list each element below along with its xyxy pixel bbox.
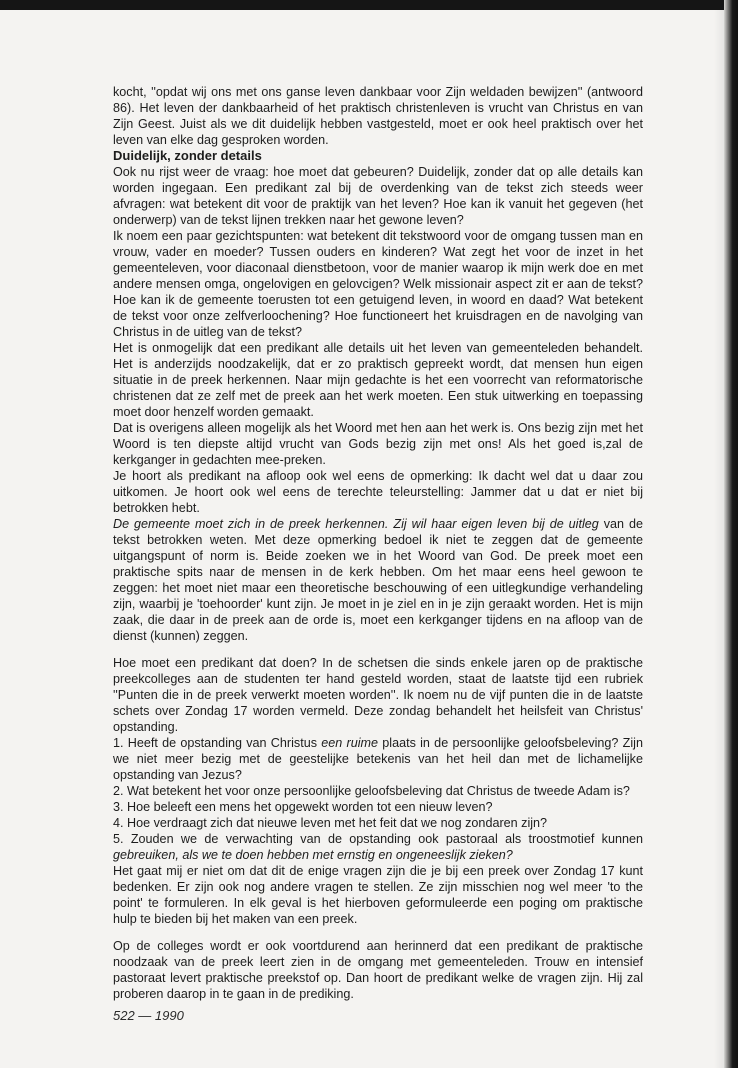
list-item-4: 4. Hoe verdraagt zich dat nieuwe leven met het feit dat we nog zondaren zijn?	[113, 816, 548, 830]
paragraph-opening: kocht, ''opdat wij ons met ons ganse leven dankbaar voor Zijn weldaden bewijzen'' (antwoord 86). Het leven der dankbaarheid of het praktisch christenleven is vrucht van Christus en van Zijn Geest. Juist als we dit duidelijk hebben vastgesteld, moet er ook heel praktisch over het leven van elke dag gesproken worden.	[113, 85, 643, 147]
list-item-5	[113, 831, 643, 863]
list-item-1-text-c: plaats in de persoonlijke geloofsbeleving? Zijn we niet meer bezig met de geestelijke betekenis van het heil dan met de lichamelijke opstanding van Jezus?	[113, 736, 643, 782]
paragraph-6	[113, 516, 643, 644]
list-item-1	[113, 735, 643, 783]
scan-right-edge	[724, 0, 738, 1068]
paragraph-5: Je hoort als predikant na afloop ook wel eens de opmerking: Ik dacht wel dat u daar zou uitkomen. Je hoort ook wel eens de terechte teleurstelling: Jammer dat u dat er niet bij betrokken hebt.	[113, 469, 643, 515]
paragraph-9: Op de colleges wordt er ook voortdurend aan herinnerd dat een predikant de praktische noodzaak van de preek leert zien in de omgang met gemeenteleden. Trouw en intensief pastoraat levert praktische preekstof op. Dan hoort de predikant welke de vragen zijn. Hij zal proberen daarop in te gaan in de prediking.	[113, 939, 643, 1001]
paragraph-7: Hoe moet een predikant dat doen? In de schetsen die sinds enkele jaren op de praktische preekcolleges aan de studenten ter hand gesteld worden, staat de laatste tijd een rubriek ''Punten die in de preek verwerkt moeten worden''. Ik noem nu de vijf punten die in de laatste schets over Zondag 17 worden vermeld. Deze zondag behandelt het heilsfeit van Christus' opstanding.	[113, 656, 643, 734]
paragraph-6-italic: De gemeente moet zich in de preek herkennen. Zij wil haar eigen leven bij de uitleg	[113, 517, 599, 531]
page-footer: 522 — 1990	[113, 1008, 184, 1023]
paragraph-8: Het gaat mij er niet om dat dit de enige vragen zijn die je bij een preek over Zondag 17 kunt bedenken. Er zijn ook nog andere vragen te stellen. Ze zijn misschien nog wel meer 'to the point' te formuleren. In elk geval is het hierboven geformuleerde een poging om praktische hulp te bieden bij het maken van een preek.	[113, 864, 643, 926]
paragraph-1: Ook nu rijst weer de vraag: hoe moet dat gebeuren? Duidelijk, zonder dat op alle details kan worden ingegaan. Een predikant zal bij de overdenking van de tekst zich steeds weer afvragen: wat betekent dit voor de praktijk van het leven? Hoe kan ik vanuit het gegeven (het onderwerp) van de tekst lijnen trekken naar het gewone leven?	[113, 165, 643, 227]
list-item-1-text-a: 1. Heeft de opstanding van Christus	[113, 736, 322, 750]
paragraph-2: Ik noem een paar gezichtspunten: wat betekent dit tekstwoord voor de omgang tussen man en vrouw, vader en moeder? Tussen ouders en kinderen? Wat zegt het voor de inzet in het gemeenteleven, voor diaconaal dienstbetoon, voor de manier waarop ik mijn werk doe en met andere mensen omga, ongelovigen en gelovcigen? Welk missionair aspect zit er aan de tekst? Hoe kan ik de gemeente toerusten tot een getuigend leven, in woord en daad? Wat betekent de tekst voor onze zelfverloochening? Hoe functioneert het kruisdragen en de navolging van Christus in de uitleg van de tekst?	[113, 229, 643, 339]
scan-top-edge	[0, 0, 738, 10]
list-item-1-italic: een ruime	[321, 736, 379, 750]
section-heading: Duidelijk, zonder details	[113, 148, 262, 163]
paragraph-3: Het is onmogelijk dat een predikant alle details uit het leven van gemeenteleden behandelt. Het is anderzijds noodzakelijk, dat er zo praktisch gepreekt wordt, dat mensen hun eigen situatie in de preek herkennen. Naar mijn gedachte is het een voorrecht van reformatorische christenen dat ze zelf met de preek aan het werk moeten. Een stuk uitwerking en toepassing moet door henzelf worden gemaakt.	[113, 341, 643, 419]
page-shadow	[714, 10, 724, 1068]
paragraph-4: Dat is overigens alleen mogelijk als het Woord met hen aan het werk is. Ons bezig zijn met het Woord is ten diepste altijd vrucht van Gods bezig zijn met ons! Als het goed is,zal de kerkganger in gedachten mee-preken.	[113, 421, 643, 467]
paragraph-6-rest: van de tekst betrokken weten. Met deze opmerking bedoel ik niet te zeggen dat de gemeente uitgangspunt of norm is. Beide zoeken we in het Woord van God. De preek moet een praktische spits naar de mensen in de kerk hebben. Om het maar eens heel gewoon te zeggen: het moet niet maar een theoretische beschouwing of een uitlegkundige verhandeling zijn, waarbij je 'toehoorder' kunt zijn. Je moet in je ziel en in je zijn geraakt worden. Het is mijn zaak, die daar in de preek aan de orde is, moet een kerkganger tijdens en na afloop van de dienst (kunnen) zeggen.	[113, 517, 643, 643]
paragraph-gap	[113, 644, 643, 655]
list-item-5-text: 5. Zouden we de verwachting van de opstanding ook pastoraal als troostmotief kunnen	[113, 832, 643, 846]
list-item-5-italic: gebreuiken, als we te doen hebben met ernstig en ongeneeslijk zieken?	[113, 848, 513, 862]
list-item-2: 2. Wat betekent het voor onze persoonlijke geloofsbeleving dat Christus de tweede Adam is?	[113, 784, 630, 798]
paragraph-gap	[113, 927, 643, 938]
list-item-3: 3. Hoe beleeft een mens het opgewekt worden tot een nieuw leven?	[113, 800, 493, 814]
page-body	[113, 84, 643, 1002]
